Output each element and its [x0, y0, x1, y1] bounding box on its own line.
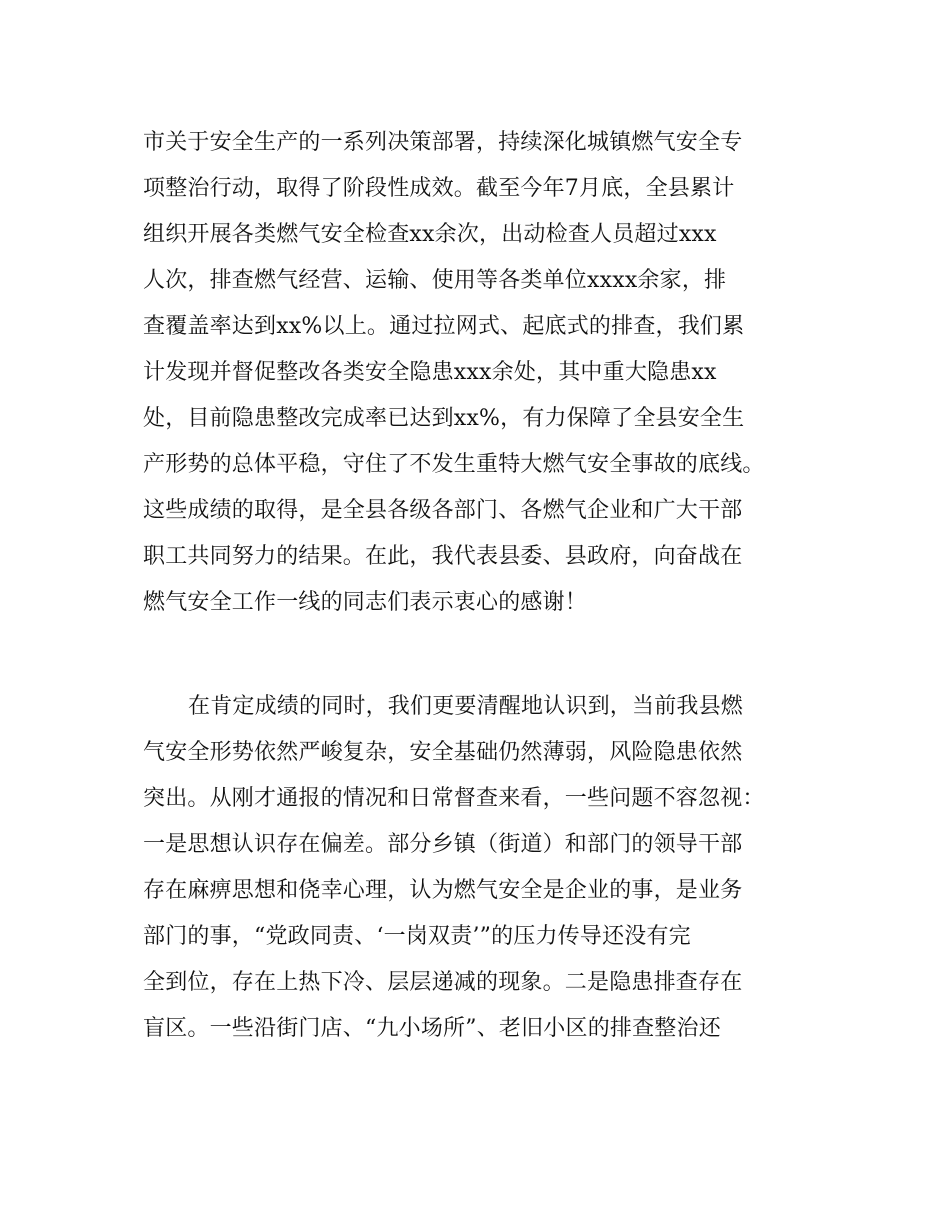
text-line: 项整治行动，取得了阶段性成效。截至今年7月底，全县累计 [143, 176, 735, 201]
text-line: 处，目前隐患整改完成率已达到xx%，有力保障了全县安全生 [143, 406, 745, 431]
text-line: 查覆盖率达到xx%以上。通过拉网式、起底式的排查，我们累 [143, 314, 745, 339]
text-line: 存在麻痹思想和侥幸心理，认为燃气安全是企业的事，是业务 [143, 878, 743, 903]
text-line: 市关于安全生产的一系列决策部署，持续深化城镇燃气安全专 [143, 130, 743, 155]
text-line: 盲区。一些沿街门店、“九小场所”、老旧小区的排查整治还 [143, 1016, 721, 1041]
text-line: 这些成绩的取得，是全县各级各部门、各燃气企业和广大干部 [143, 498, 743, 523]
text-line-indented: 在肯定成绩的同时，我们更要清醒地认识到，当前我县燃 [188, 694, 744, 719]
text-line: 计发现并督促整改各类安全隐患xxx余处，其中重大隐患xx [143, 360, 717, 385]
text-line: 部门的事，“党政同责、‘一岗双责’”的压力传导还没有完 [143, 924, 691, 949]
text-line: 组织开展各类燃气安全检查xx余次，出动检查人员超过xxx [143, 222, 717, 247]
text-line: 职工共同努力的结果。在此，我代表县委、县政府，向奋战在 [143, 544, 743, 569]
text-line: 产形势的总体平稳，守住了不发生重特大燃气安全事故的底线。 [143, 452, 765, 477]
text-line: 一是思想认识存在偏差。部分乡镇（街道）和部门的领导干部 [143, 832, 743, 857]
text-line: 全到位，存在上热下冷、层层递减的现象。二是隐患排查存在 [143, 970, 743, 995]
text-line: 燃气安全工作一线的同志们表示衷心的感谢！ [143, 590, 588, 615]
text-line: 人次，排查燃气经营、运输、使用等各类单位xxxx余家，排 [143, 268, 727, 293]
text-line: 气安全形势依然严峻复杂，安全基础仍然薄弱，风险隐患依然 [143, 740, 743, 765]
text-line: 突出。从刚才通报的情况和日常督查来看，一些问题不容忽视： [143, 786, 765, 811]
